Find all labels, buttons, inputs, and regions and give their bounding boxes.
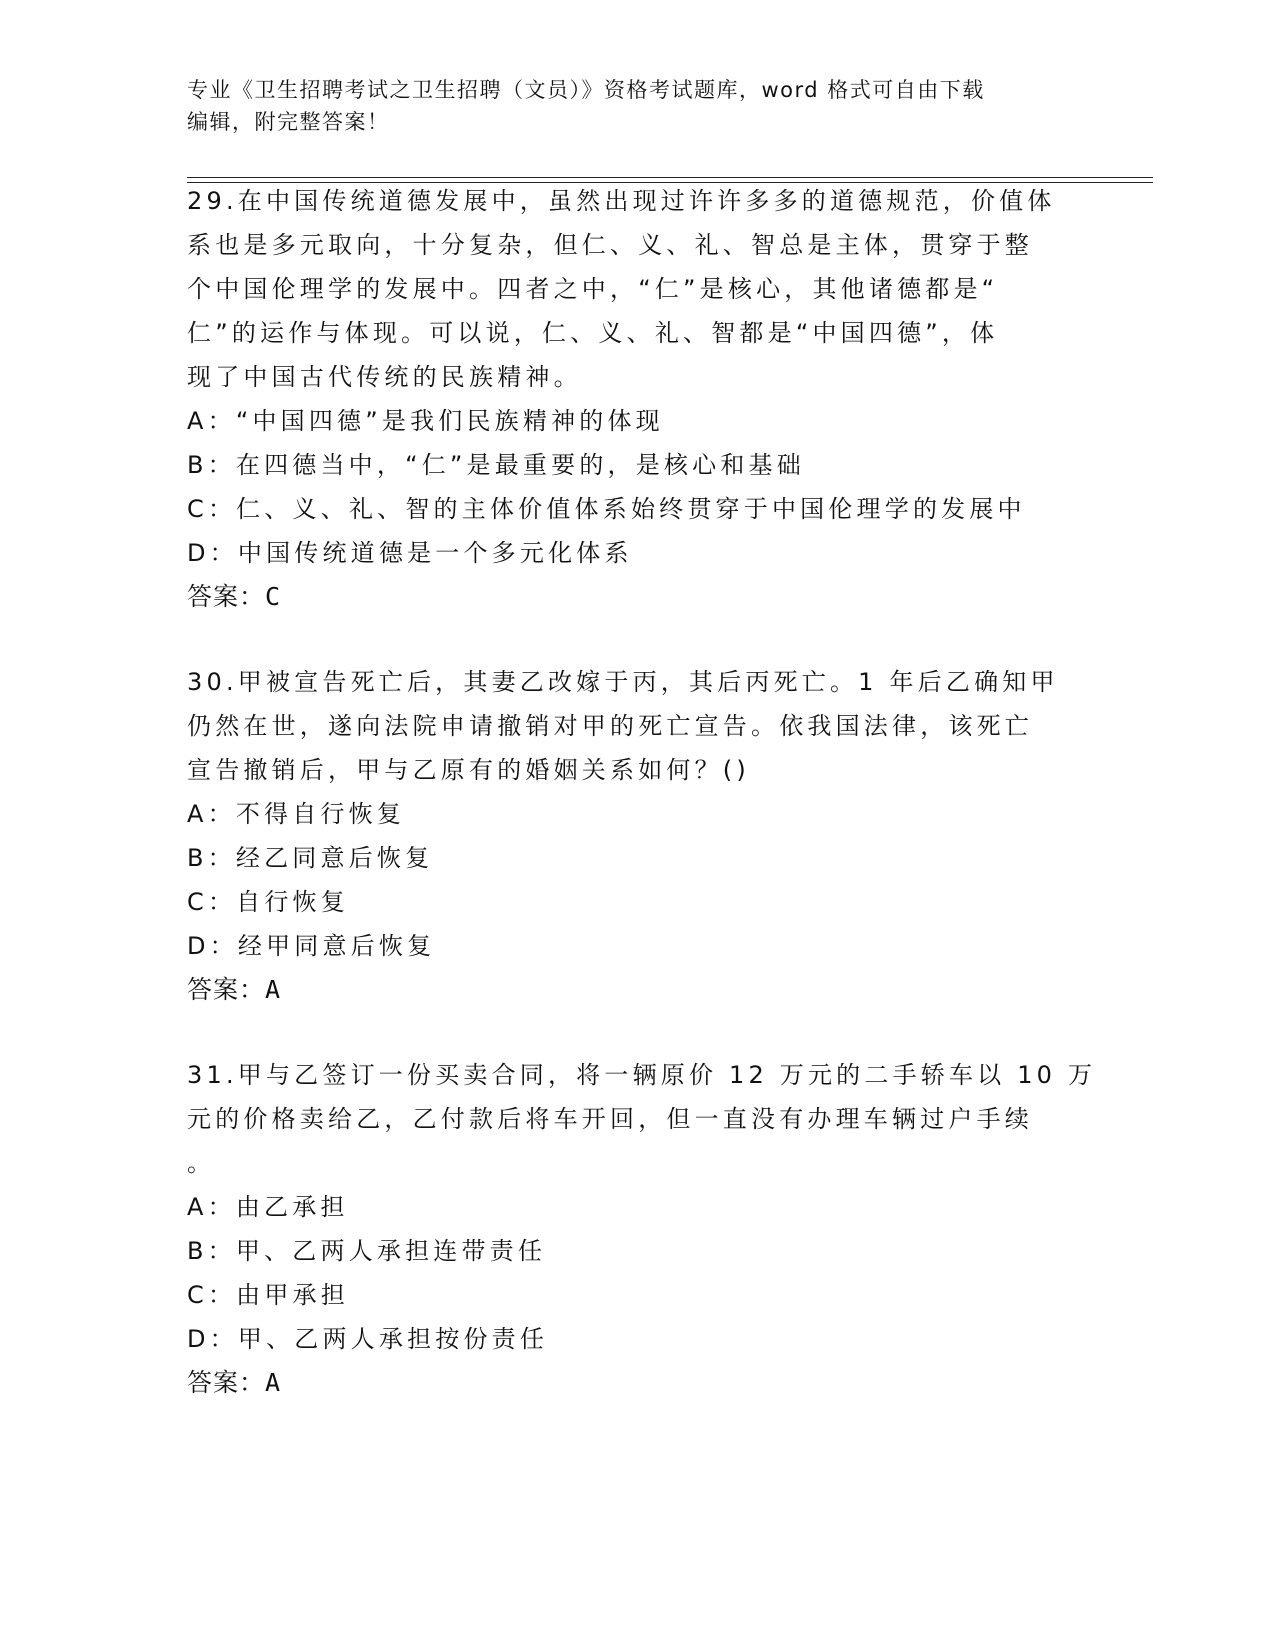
question-stem-line: 系也是多元取向，十分复杂，但仁、义、礼、智总是主体，贯穿于整	[187, 231, 1033, 259]
header-line-2: 编辑，附完整答案！	[187, 110, 390, 134]
option-c: C：由甲承担	[187, 1281, 349, 1309]
option-a: A：不得自行恢复	[187, 800, 406, 828]
question-stem-line: 个中国伦理学的发展中。四者之中，“仁”是核心，其他诸德都是“	[187, 275, 999, 303]
question-stem-line: 元的价格卖给乙，乙付款后将车开回，但一直没有办理车辆过户手续	[187, 1105, 1033, 1133]
answer	[187, 1366, 281, 1400]
option-a: A：由乙承担	[187, 1193, 349, 1221]
answer	[187, 973, 281, 1007]
answer-label: 答案：	[187, 1368, 266, 1397]
option-d: D：中国传统道德是一个多元化体系	[187, 539, 633, 567]
answer-value: C	[265, 582, 282, 611]
option-b: B：在四德当中，“仁”是最重要的，是核心和基础	[187, 451, 805, 479]
answer-value: A	[265, 1368, 282, 1397]
header-line-1: 专业《卫生招聘考试之卫生招聘（文员）》资格考试题库，word 格式可自由下载	[187, 78, 985, 102]
header-divider-top	[187, 177, 1153, 178]
answer-value: A	[265, 975, 282, 1004]
question-stem-line: 现了中国古代传统的民族精神。	[187, 363, 582, 391]
question-stem-line: 宣告撤销后，甲与乙原有的婚姻关系如何？()	[187, 756, 750, 784]
answer	[187, 580, 281, 614]
question-stem-line: 31.甲与乙签订一份买卖合同，将一辆原价 12 万元的二手轿车以 10 万	[187, 1061, 1097, 1089]
question-stem-line: 29.在中国传统道德发展中，虽然出现过许许多多的道德规范，价值体	[187, 187, 1056, 215]
header-divider-bottom	[187, 182, 1153, 183]
option-d: D：甲、乙两人承担按份责任	[187, 1325, 549, 1353]
option-c: C：自行恢复	[187, 888, 349, 916]
question-stem-line: 30.甲被宣告死亡后，其妻乙改嫁于丙，其后丙死亡。1 年后乙确知甲	[187, 668, 1059, 696]
option-a: A：“中国四德”是我们民族精神的体现	[187, 407, 664, 435]
question-stem-line: 仍然在世，遂向法院申请撤销对甲的死亡宣告。依我国法律，该死亡	[187, 712, 1033, 740]
option-d: D：经甲同意后恢复	[187, 932, 436, 960]
option-b: B：甲、乙两人承担连带责任	[187, 1237, 547, 1265]
answer-label: 答案：	[187, 582, 266, 611]
question-stem-line: 。	[187, 1149, 216, 1177]
option-b: B：经乙同意后恢复	[187, 844, 434, 872]
option-c: C：仁、义、礼、智的主体价值体系始终贯穿于中国伦理学的发展中	[187, 495, 1026, 523]
answer-label: 答案：	[187, 975, 266, 1004]
question-stem-line: 仁”的运作与体现。可以说，仁、义、礼、智都是“中国四德”，体	[187, 319, 999, 347]
